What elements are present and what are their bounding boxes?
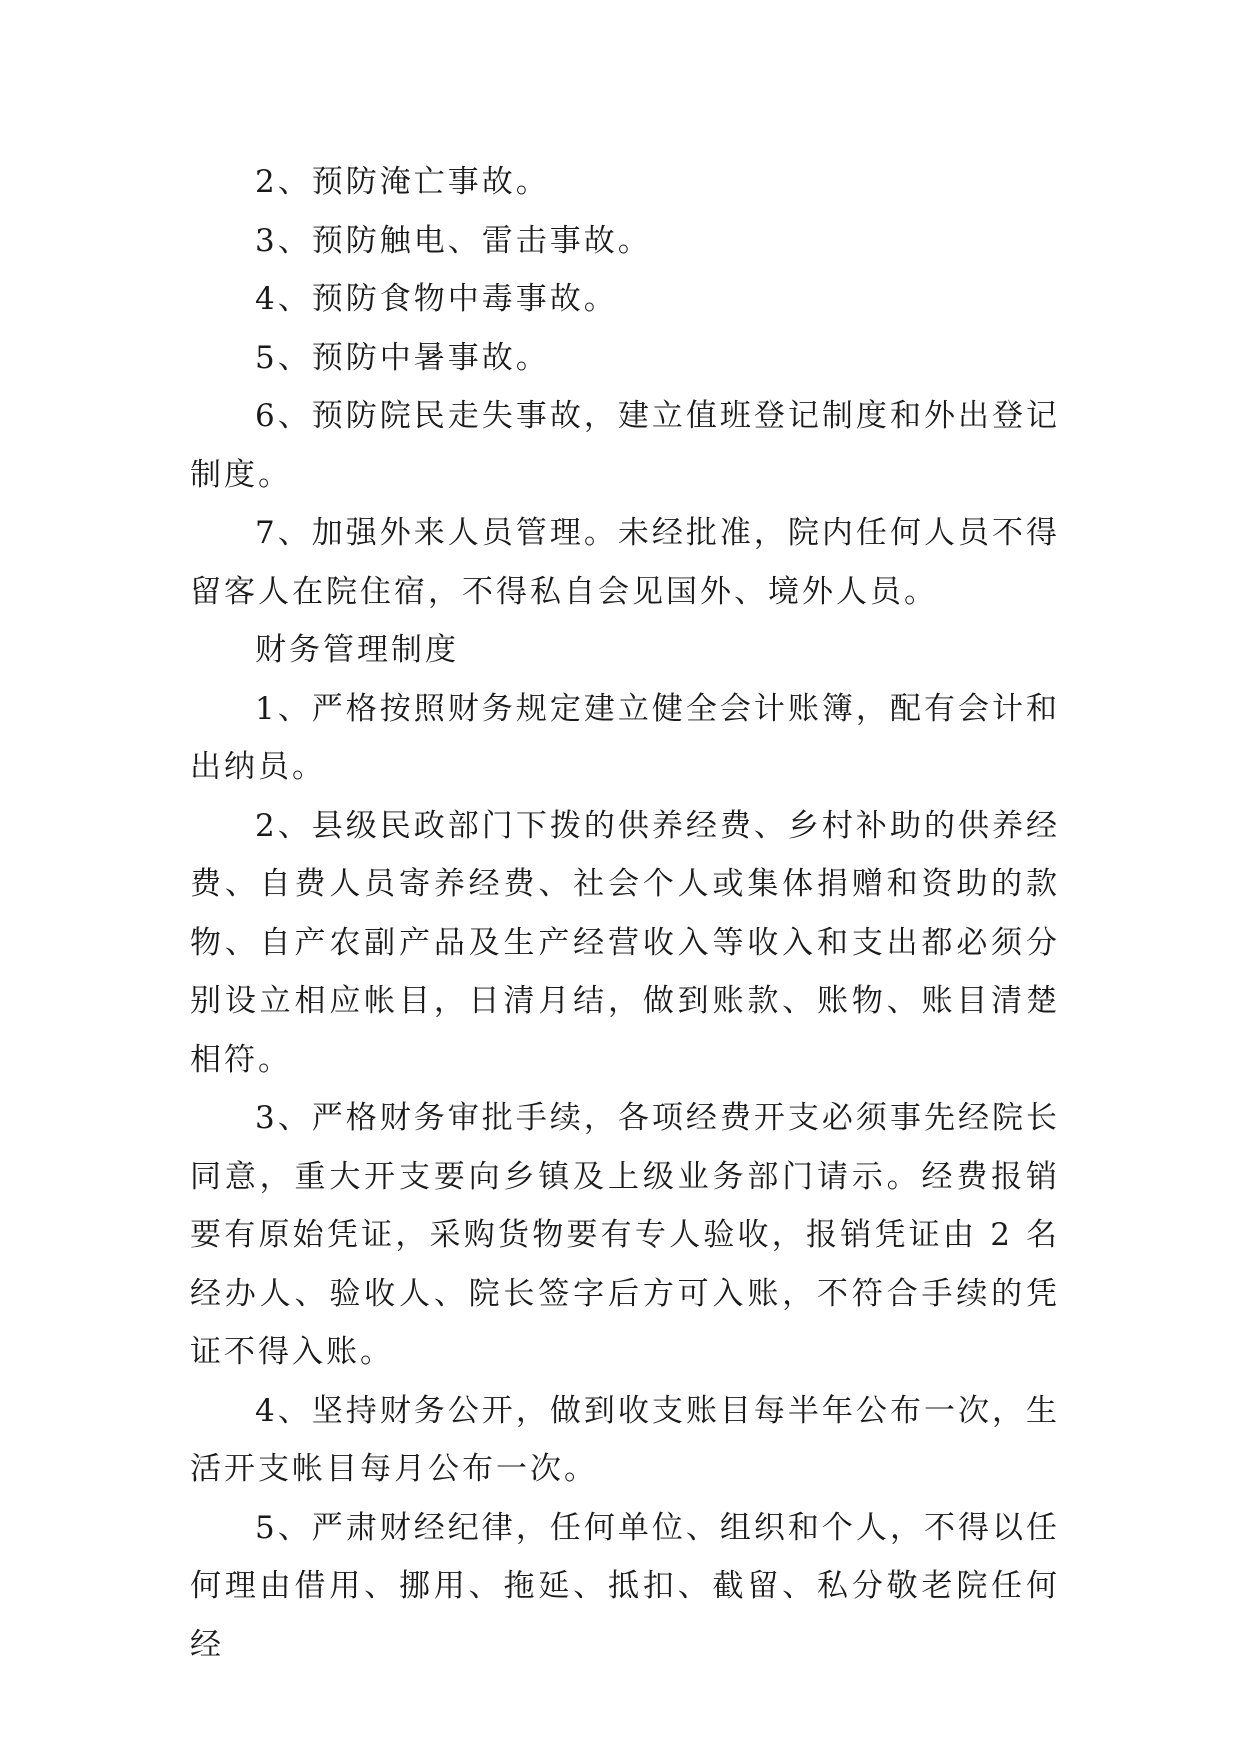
finance-item-3: 3、严格财务审批手续，各项经费开支必须事先经院长同意，重大开支要向乡镇及上级业务部门请示。经费报销要有原始凭证，采购货物要有专人验收，报销凭证由 2 名经办人、验收人、院长签字后方可入账，不符合手续的凭证不得入账。 bbox=[190, 1100, 1060, 1370]
document-body bbox=[190, 153, 1060, 1674]
paragraph-item-3: 3、预防触电、雷击事故。 bbox=[255, 222, 652, 259]
paragraph-item-4: 4、预防食物中毒事故。 bbox=[255, 281, 618, 317]
finance-item-1: 1、严格按照财务规定建立健全会计账簿，配有会计和出纳员。 bbox=[190, 690, 1060, 785]
section-heading: 财务管理制度 bbox=[255, 632, 459, 668]
paragraph-item-5: 5、预防中暑事故。 bbox=[255, 339, 550, 376]
paragraph-item-6: 6、预防院民走失事故，建立值班登记制度和外出登记制度。 bbox=[190, 398, 1060, 493]
paragraph-item-7: 7、加强外来人员管理。未经批准，院内任何人员不得留客人在院住宿，不得私自会见国外、境外人员。 bbox=[190, 515, 1060, 610]
finance-item-2: 2、县级民政部门下拨的供养经费、乡村补助的供养经费、自费人员寄养经费、社会个人或集体捐赠和资助的款物、自产农副产品及生产经营收入等收入和支出都必须分别设立相应帐目，日清月结，做到账款、账物、账目清楚相符。 bbox=[190, 807, 1060, 1078]
finance-item-4: 4、坚持财务公开，做到收支账目每半年公布一次，生活开支帐目每月公布一次。 bbox=[190, 1392, 1060, 1487]
finance-item-5: 5、严肃财经纪律，任何单位、组织和个人，不得以任何理由借用、挪用、拖延、抵扣、截留、私分敬老院任何经 bbox=[190, 1509, 1060, 1663]
paragraph-item-2: 2、预防淹亡事故。 bbox=[255, 164, 550, 200]
